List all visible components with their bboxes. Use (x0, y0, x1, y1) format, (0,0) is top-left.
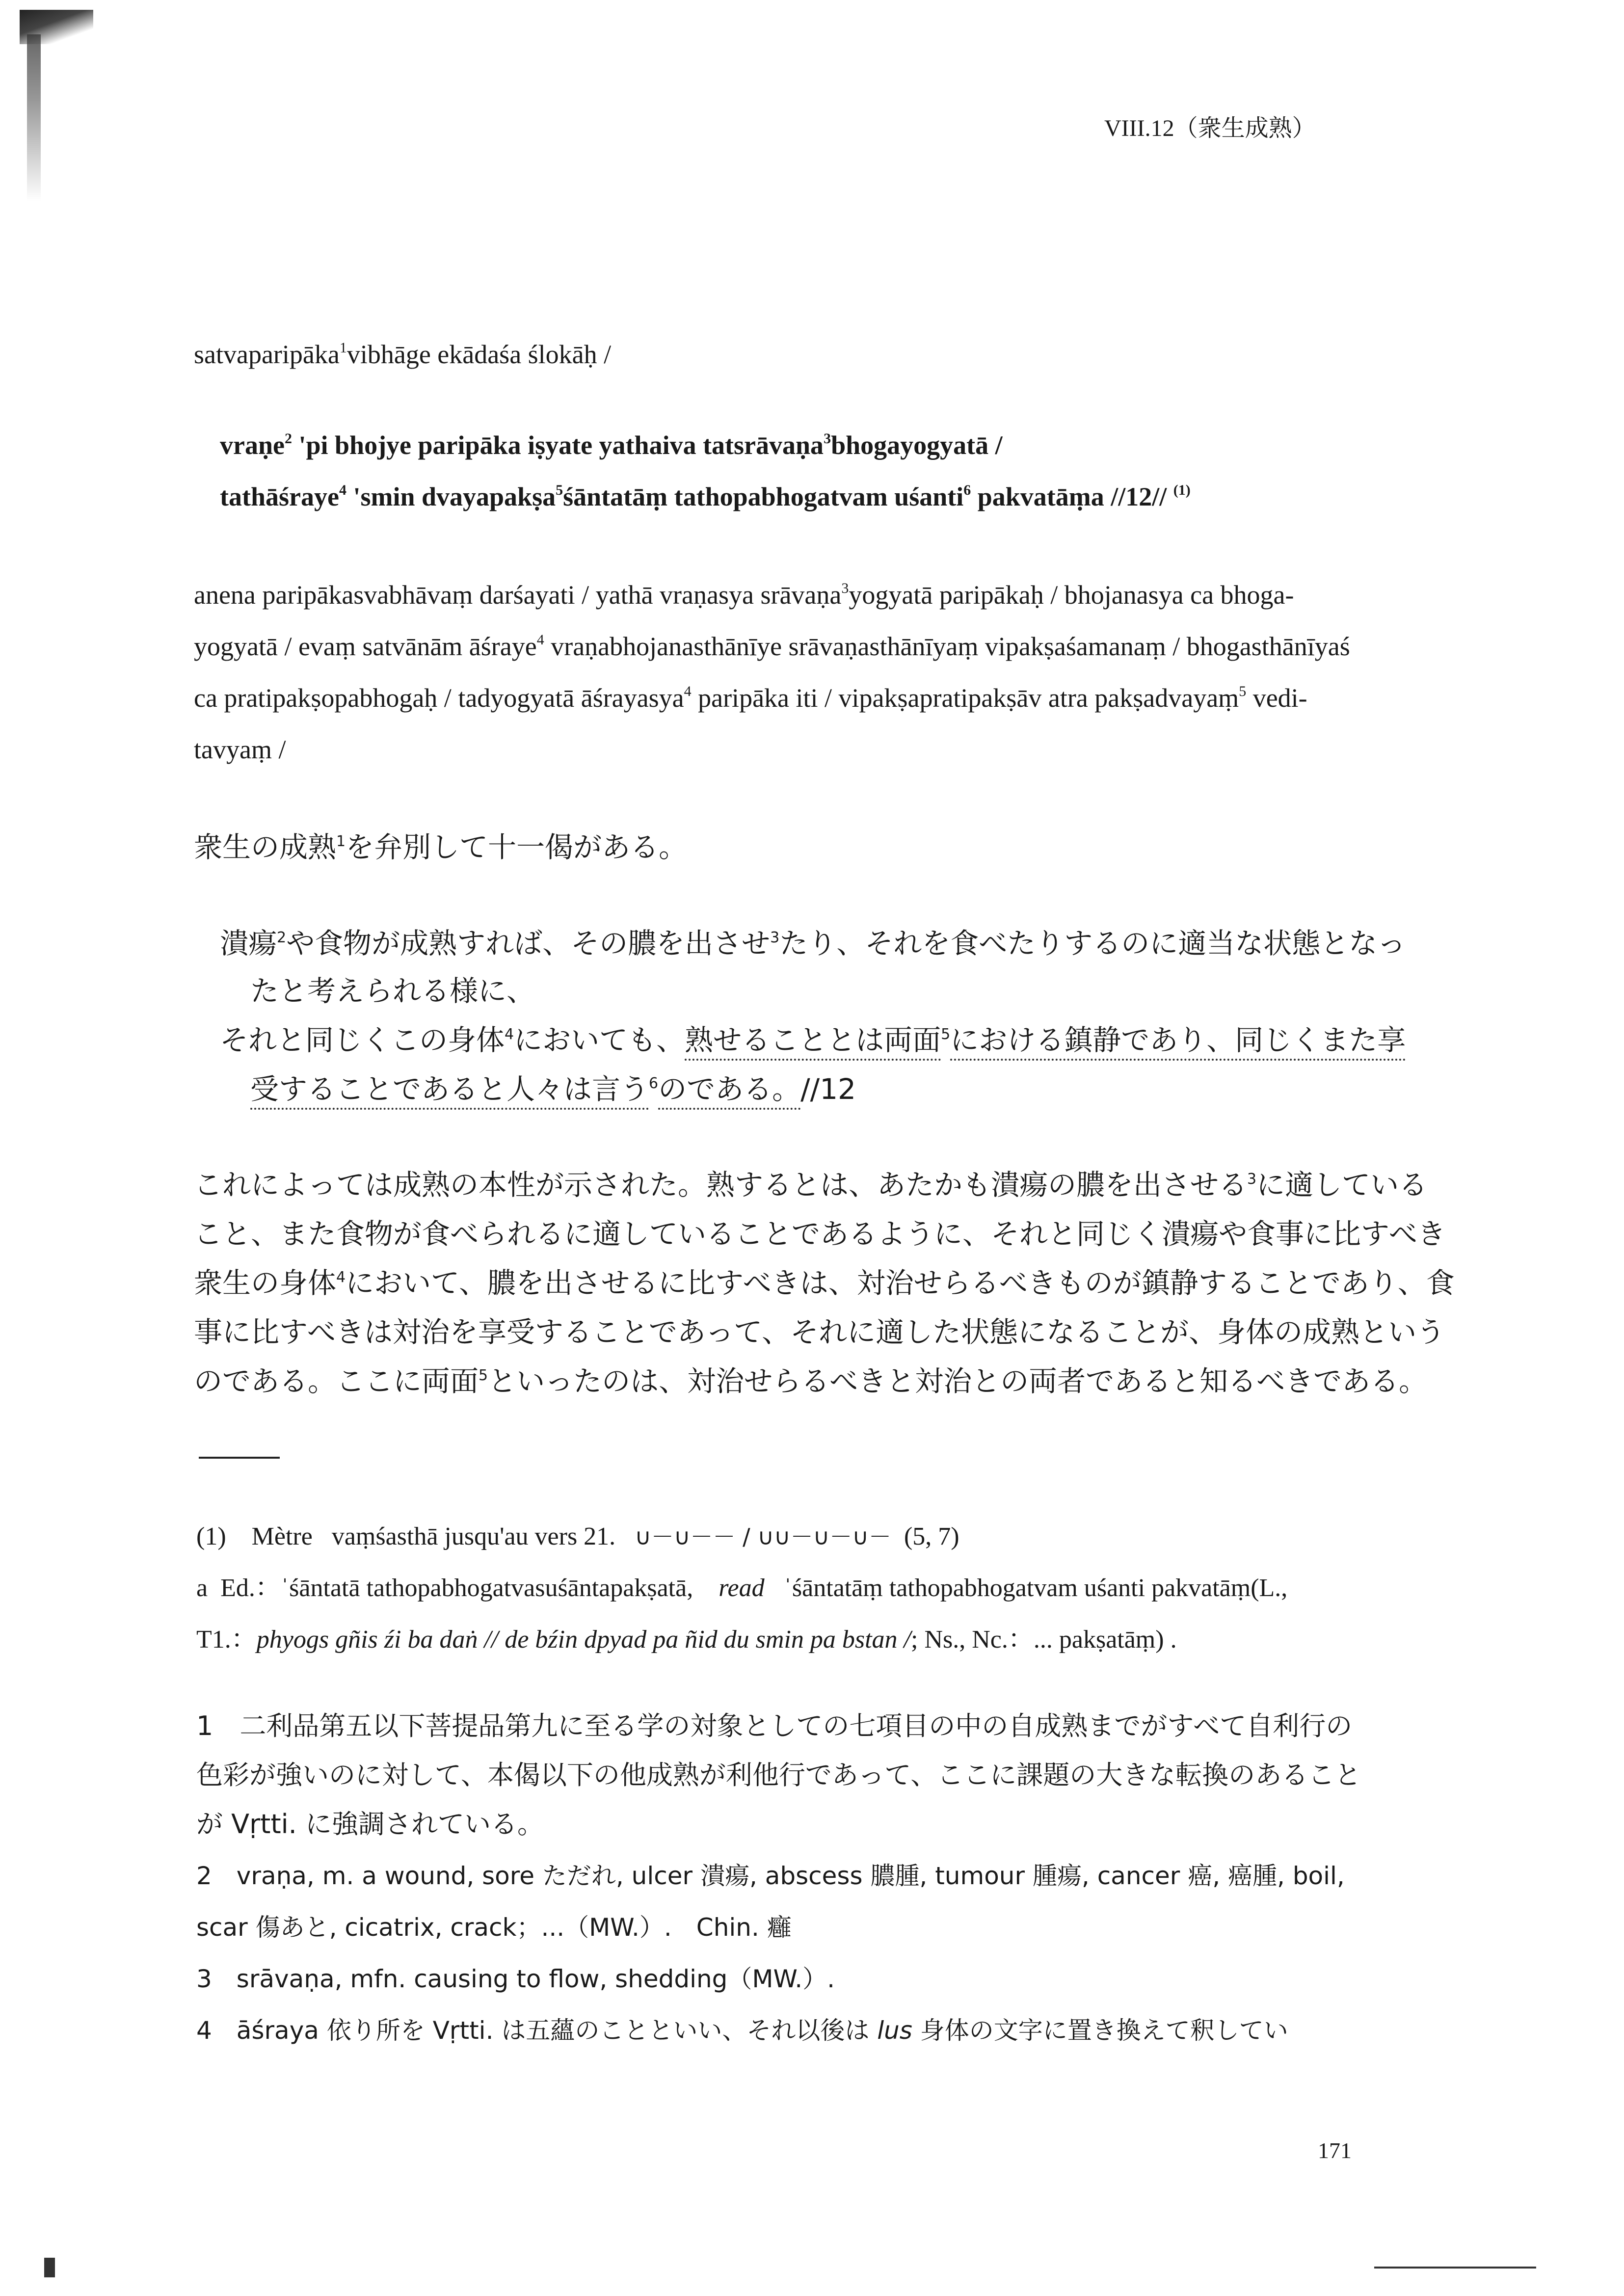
footnote-2-line-2: scar 傷あと, cicatrix, crack；...（MW.）. Chin. 癰 (196, 1913, 792, 1942)
sanskrit-title: satvaparipāka$^1$vibhāge ekādaśa ślokāḥ / (194, 340, 612, 369)
footnote-1-line-2: 色彩が強いのに対して、本偈以下の他成熟が利他行であって、ここに課題の大きな転換のあること (196, 1760, 1361, 1790)
jp-verse-line-1: 潰瘍$^2$や食物が成熟すれば、その膿を出させ$^3$たり、それを食べたりするのに適当な状態となっ (220, 927, 1406, 960)
scan-bottom-rule (1374, 2267, 1536, 2269)
jp-verse-line-4: 受することであると人々は言う$^6$のである。//12 (250, 1075, 856, 1103)
footnote-1-line-1: 1 二利品第五以下菩提品第九に至る学の対象としての七項目の中の自成熟までがすべて自利行の (196, 1710, 1353, 1741)
sanskrit-verse-line-1: vraṇe$^2$ 'pi bhojye paripāka iṣyate yathaiva tatsrāvaṇa$^3$bhogayogyatā / (220, 430, 1003, 460)
jp-title: 衆生の成熟$^1$を弁別して十一偈がある。 (194, 830, 688, 864)
commentary-line-4: tavyaṃ / (194, 735, 286, 764)
note-meter: (1) Mètre vaṃśasthā jusqu'au vers 21. ∪－∪－－ / ∪∪－∪－∪－ (5, 7) (196, 1522, 959, 1550)
commentary-line-3: ca pratipakṣopabhogaḥ / tadyogyatā āśrayasya$^4$ paripāka iti / vipakṣapratipakṣāv atra pakṣadvayaṃ$^5$ vedi- (194, 683, 1307, 713)
commentary-line-2: yogyatā / evaṃ satvānām āśraye$^4$ vraṇabhojanasthānīye srāvaṇasthānīyaṃ vipakṣaśamanaṃ / bhogasthānīyaś (194, 632, 1350, 661)
scan-bottom-mark (44, 2258, 55, 2277)
footnote-separator (199, 1457, 280, 1459)
commentary-line-1: anena paripākasvabhāvaṃ darśayati / yathā vraṇasya srāvaṇa$^3$yogyatā paripākaḥ / bhojanasya ca bhoga- (194, 580, 1294, 610)
running-header: VIII.12（衆生成熟） (1104, 115, 1316, 141)
jp-verse-line-2: たと考えられる様に、 (250, 974, 535, 1008)
footnote-4: 4 āśraya 依り所を Vṛtti. は五蘊のことといい、それ以後は lus 身体の文字に置き換えて釈してい (196, 2016, 1288, 2045)
jp-commentary-line-2: こと、また食物が食べられるに適していることであるように、それと同じく潰瘍や食事に比すべき (194, 1217, 1446, 1251)
note-tibetan: T1.：phyogs gñis źi ba daṅ // de bźin dpyad pa ñid du smin pa bstan /; Ns., Nc.：... pakṣatāṃ) . (196, 1626, 1177, 1654)
scan-edge-mark (27, 34, 41, 201)
footnote-1-line-3: が Vṛtti. に強調されている。 (196, 1809, 544, 1840)
footnote-3: 3 srāvaṇa, mfn. causing to flow, shedding（MW.）. (196, 1965, 835, 1993)
jp-commentary-line-5: のである。ここに両面$^5$といったのは、対治せらるべきと対治との両者であると知るべきである。 (194, 1364, 1428, 1398)
jp-commentary-line-3: 衆生の身体$^4$において、膿を出させるに比すべきは、対治せらるべきものが鎮静することであり、食 (194, 1266, 1455, 1300)
note-a: a Ed.：ˈśāntatā tathopabhogatvasuśāntapakṣatā, read ˈśāntatāṃ tathopabhogatvam uśanti pakvatāṃ(L., (196, 1574, 1288, 1602)
jp-verse-line-3: それと同じくこの身体$^4$においても、熟せることとは両面$^5$における鎮静であり、同じくまた享 (220, 1026, 1406, 1054)
jp-commentary-line-1: これによっては成熟の本性が示された。熟するとは、あたかも潰瘍の膿を出させる$^3$に適している (194, 1168, 1428, 1201)
sanskrit-verse-line-2: tathāśraye$^4$ 'smin dvayapakṣa$^5$śāntatāṃ tathopabhogatvam uśanti$^6$ pakvatāṃa //12// $^{(1)}$ (220, 482, 1191, 511)
jp-commentary-line-4: 事に比すべきは対治を享受することであって、それに適した状態になることが、身体の成熟という (194, 1315, 1445, 1349)
page-number: 171 (1318, 2138, 1352, 2163)
footnote-2-line-1: 2 vraṇa, m. a wound, sore ただれ, ulcer 潰瘍, abscess 膿腫, tumour 腫瘍, cancer 癌, 癌腫, boil, (196, 1862, 1345, 1890)
